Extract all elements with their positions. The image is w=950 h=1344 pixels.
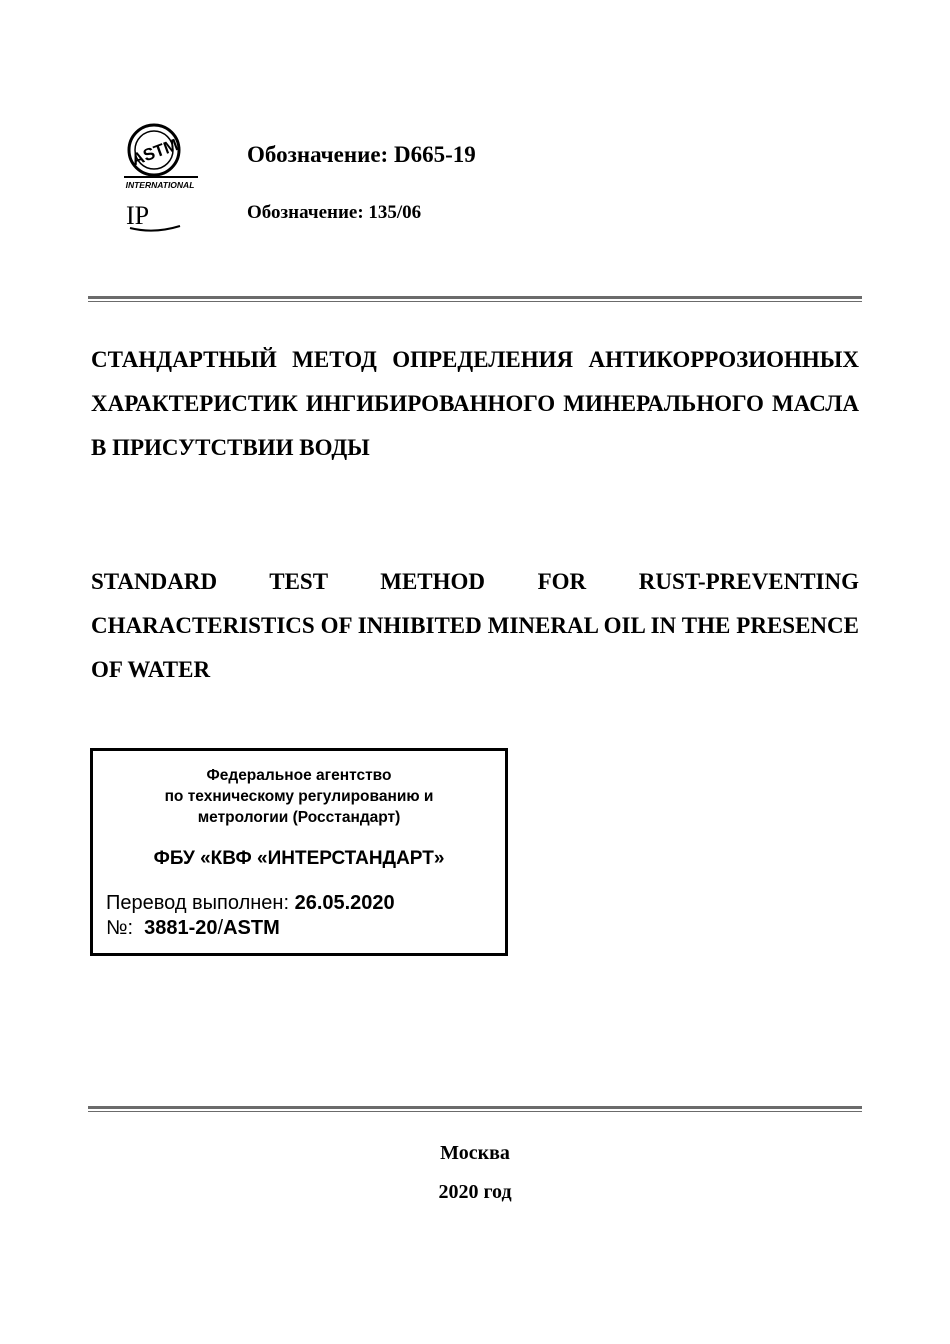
agency-name (93, 765, 505, 828)
astm-logo (118, 120, 200, 194)
agency-line-3: метрологии (Росстандарт) (197, 809, 401, 826)
number-separator: / (217, 917, 224, 939)
top-divider (88, 296, 862, 302)
organization-name: ФБУ «КВФ «ИНТЕРСТАНДАРТ» (153, 848, 445, 869)
agency-line-2: по техническому регулированию и (164, 788, 434, 805)
footer-year: 2020 год (438, 1181, 512, 1203)
astm-logo-subtext: INTERNATIONAL (125, 180, 195, 190)
footer-city: Москва (440, 1142, 510, 1164)
bottom-divider (88, 1106, 862, 1112)
designation-ip: Обозначение: 135/06 (247, 202, 422, 223)
translation-date-line (106, 892, 395, 915)
translation-date: 26.05.2020 (294, 892, 395, 914)
number-suffix: ASTM (223, 917, 280, 939)
ip-logo (124, 200, 184, 234)
translation-number-line (106, 917, 280, 940)
agency-line-1: Федеральное агентство (206, 767, 392, 784)
translation-label: Перевод выполнен: (106, 892, 290, 914)
number-value: 3881-20 (144, 917, 218, 939)
title-russian: СТАНДАРТНЫЙ МЕТОД ОПРЕДЕЛЕНИЯ АНТИКОРРОЗИОННЫХ ХАРАКТЕРИСТИК ИНГИБИРОВАННОГО МИНЕРАЛЬНОГО МАСЛА В ПРИСУТСТВИИ ВОДЫ (91, 347, 859, 460)
ip-logo-text: IP (126, 201, 150, 230)
translation-stamp-box (90, 748, 508, 956)
designation-astm: Обозначение: D665-19 (247, 142, 476, 167)
astm-logo-text: ASTM (128, 135, 181, 170)
title-english: STANDARD TEST METHOD FOR RUST-PREVENTING CHARACTERISTICS OF INHIBITED MINERAL OIL IN THE PRESENCE OF WATER (91, 569, 859, 682)
number-label: №: (106, 917, 134, 939)
